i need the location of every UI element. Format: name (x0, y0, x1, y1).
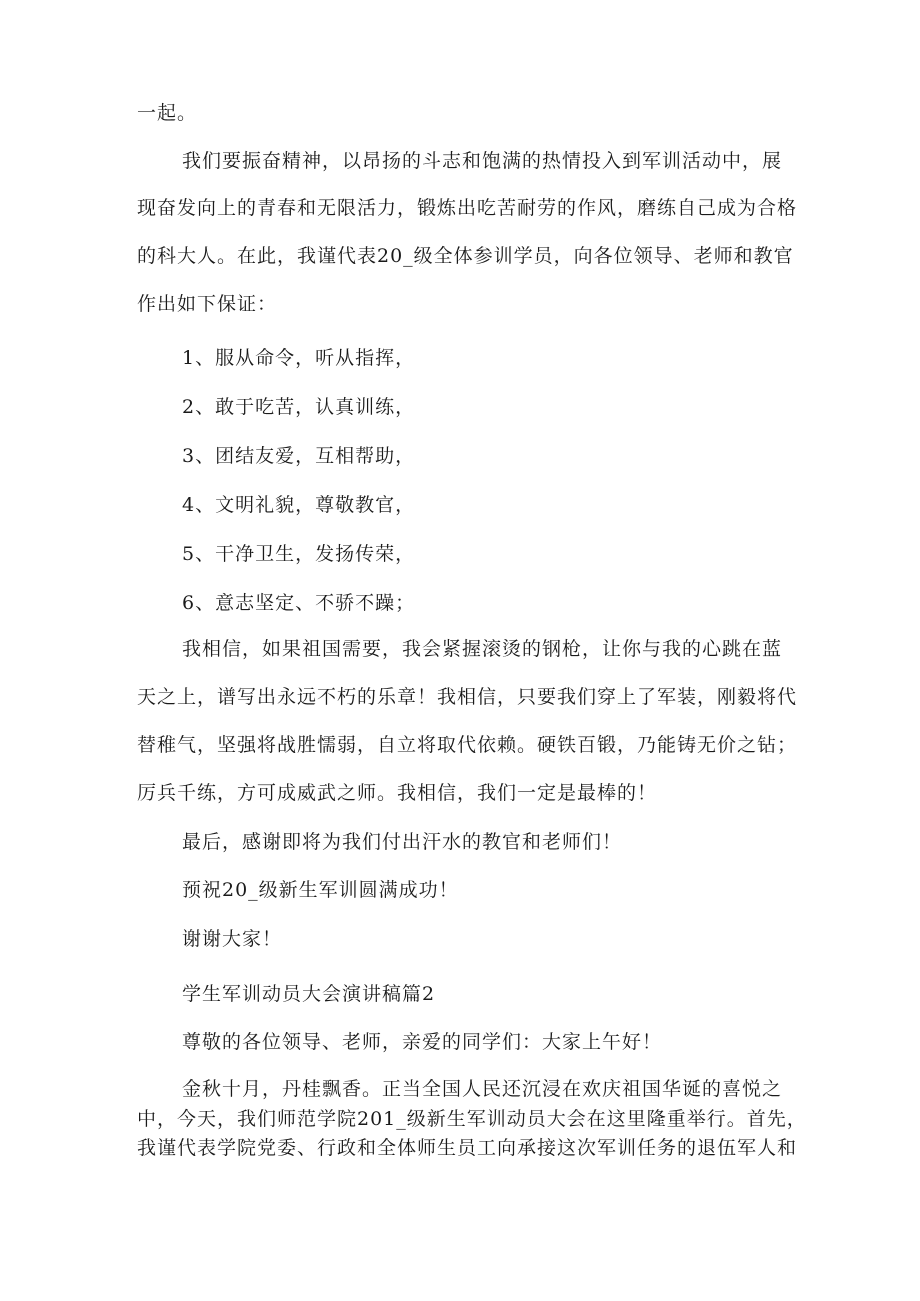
paragraph-line: 我相信，如果祖国需要，我会紧握滚烫的钢枪，让你与我的心跳在蓝 (182, 638, 783, 660)
paragraph-line: 天之上，谱写出永远不朽的乐章！我相信，只要我们穿上了军装，刚毅将代 (137, 686, 798, 708)
section-heading: 学生军训动员大会演讲稿篇2 (182, 983, 436, 1005)
list-item: 1、服从命令，听从指挥， (182, 347, 416, 369)
list-item: 3、团结友爱，互相帮助， (182, 445, 416, 467)
list-item: 4、文明礼貌，尊敬教官， (182, 494, 416, 516)
paragraph-line: 我谨代表学院党委、行政和全体师生员工向承接这次军训任务的退伍军人和 (137, 1137, 798, 1159)
list-item: 6、意志坚定、不骄不躁； (182, 592, 416, 614)
text-line: 一起。 (137, 102, 198, 124)
paragraph-line: 替稚气，坚强将战胜懦弱，自立将取代依赖。硬铁百锻，乃能铸无价之钻； (137, 734, 798, 756)
paragraph-line: 谢谢大家！ (182, 928, 283, 950)
paragraph-line: 我们要振奋精神，以昂扬的斗志和饱满的热情投入到军训活动中，展 (182, 150, 783, 172)
list-item: 5、干净卫生，发扬传荣， (182, 543, 416, 565)
greeting-line: 尊敬的各位领导、老师，亲爱的同学们：大家上午好！ (182, 1031, 663, 1053)
paragraph-line: 作出如下保证： (137, 293, 278, 315)
paragraph-line: 的科大人。在此，我谨代表20_级全体参训学员，向各位领导、老师和教官 (137, 245, 794, 267)
paragraph-line: 金秋十月，丹桂飘香。正当全国人民还沉浸在欢庆祖国华诞的喜悦之 (182, 1078, 783, 1100)
paragraph-line: 预祝20_级新生军训圆满成功！ (182, 879, 459, 901)
paragraph-line: 现奋发向上的青春和无限活力，锻炼出吃苦耐劳的作风，磨练自己成为合格 (137, 197, 798, 219)
paragraph-line: 最后，感谢即将为我们付出汗水的教官和老师们！ (182, 831, 623, 853)
paragraph-line: 厉兵千练，方可成威武之师。我相信，我们一定是最棒的！ (137, 782, 658, 804)
paragraph-line: 中，今天，我们师范学院201_级新生军训动员大会在这里隆重举行。首先， (137, 1108, 807, 1130)
list-item: 2、敢于吃苦，认真训练， (182, 396, 416, 418)
